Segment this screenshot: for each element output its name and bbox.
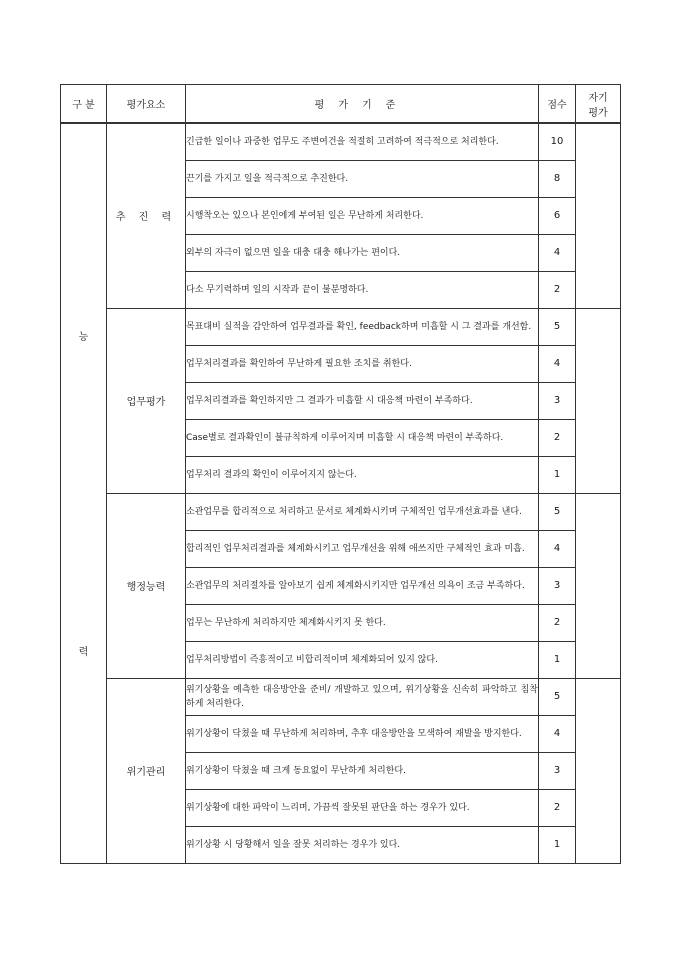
score-value: 4	[539, 345, 576, 382]
criteria-row	[61, 308, 621, 345]
score-value: 5	[539, 493, 576, 530]
element-name: 행정능력	[107, 493, 186, 678]
criteria-text: 목표대비 실적을 감안하여 업무결과를 확인, feedback하며 미흡할 시 그 결과를 개선함.	[186, 308, 539, 345]
category-cell	[61, 123, 107, 863]
criteria-text: 소관업무의 처리절차를 알아보기 쉽게 체계화시키지만 업무개선 의욕이 조금 부족하다.	[186, 567, 539, 604]
criteria-text: 위기상황이 닥쳤을 때 무난하게 처리하며, 추후 대응방안을 모색하여 재발을 방지한다.	[186, 715, 539, 752]
criteria-text: 위기상황에 대한 파악이 느리며, 가끔씩 잘못된 판단을 하는 경우가 있다.	[186, 789, 539, 826]
criteria-text: 업무처리결과를 확인하여 무난하게 필요한 조치를 취한다.	[186, 345, 539, 382]
criteria-row	[61, 678, 621, 715]
score-value: 3	[539, 752, 576, 789]
criteria-text: 다소 무기력하며 일의 시작과 끝이 불분명하다.	[186, 271, 539, 308]
score-value: 5	[539, 308, 576, 345]
header-self-line1: 자기	[588, 92, 608, 104]
score-value: 6	[539, 197, 576, 234]
evaluation-table	[60, 84, 621, 864]
score-value: 2	[539, 271, 576, 308]
element-name: 위기관리	[107, 678, 186, 863]
criteria-text: 위기상황을 예측한 대응방안을 준비/ 개발하고 있으며, 위기상황을 신속히 파악하고 침착하게 처리한다.	[186, 678, 539, 715]
header-row	[61, 85, 621, 124]
criteria-text: 외부의 자극이 없으면 일을 대충 대충 해나가는 편이다.	[186, 234, 539, 271]
self-eval-cell[interactable]	[576, 678, 621, 863]
header-criteria	[186, 85, 539, 124]
criteria-row	[61, 493, 621, 530]
self-eval-cell[interactable]	[576, 308, 621, 493]
criteria-text: 업무는 무난하게 처리하지만 체계화시키지 못 한다.	[186, 604, 539, 641]
criteria-text: 위기상황이 닥쳤을 때 크게 동요없이 무난하게 처리한다.	[186, 752, 539, 789]
criteria-text: Case별로 결과확인이 불규칙하게 이루어지며 미흡할 시 대응책 마련이 부족하다.	[186, 419, 539, 456]
header-self-line2: 평가	[588, 107, 608, 119]
score-value: 4	[539, 530, 576, 567]
criteria-text: 업무처리결과를 확인하지만 그 결과가 미흡할 시 대응책 마련이 부족하다.	[186, 382, 539, 419]
score-value: 1	[539, 826, 576, 863]
criteria-text: 긴급한 일이나 과중한 업무도 주변여건을 적절히 고려하여 적극적으로 처리한다.	[186, 123, 539, 160]
score-value: 2	[539, 419, 576, 456]
category-char-2: 력	[78, 647, 89, 659]
criteria-row	[61, 123, 621, 160]
score-value: 1	[539, 641, 576, 678]
criteria-text: 끈기를 가지고 일을 적극적으로 추진한다.	[186, 160, 539, 197]
header-element: 평가요소	[107, 85, 186, 124]
header-category: 구 분	[61, 85, 107, 124]
score-value: 8	[539, 160, 576, 197]
header-score: 점수	[539, 85, 576, 124]
score-value: 4	[539, 715, 576, 752]
criteria-text: 업무처리 결과의 확인이 이루어지지 않는다.	[186, 456, 539, 493]
self-eval-cell[interactable]	[576, 123, 621, 308]
element-name: 업무평가	[107, 308, 186, 493]
score-value: 2	[539, 604, 576, 641]
header-self-eval	[576, 85, 621, 124]
self-eval-cell[interactable]	[576, 493, 621, 678]
category-char-1: 능	[78, 332, 89, 344]
score-value: 5	[539, 678, 576, 715]
score-value: 3	[539, 567, 576, 604]
criteria-text: 합리적인 업무처리결과를 체계화시키고 업무개선을 위해 애쓰지만 구체적인 효과 미흡.	[186, 530, 539, 567]
score-value: 3	[539, 382, 576, 419]
criteria-text: 소관업무를 합리적으로 처리하고 문서로 체계화시키며 구체적인 업무개선효과를 낸다.	[186, 493, 539, 530]
score-value: 2	[539, 789, 576, 826]
score-value: 1	[539, 456, 576, 493]
header-criteria-label: 평가기준	[314, 100, 410, 111]
score-value: 10	[539, 123, 576, 160]
criteria-text: 위기상황 시 당황해서 일을 잘못 처리하는 경우가 있다.	[186, 826, 539, 863]
element-name: 추 진 력	[107, 123, 186, 308]
criteria-text: 업무처리방법이 즉흥적이고 비합리적이며 체계화되어 있지 않다.	[186, 641, 539, 678]
score-value: 4	[539, 234, 576, 271]
criteria-text: 시행착오는 있으나 본인에게 부여된 일은 무난하게 처리한다.	[186, 197, 539, 234]
